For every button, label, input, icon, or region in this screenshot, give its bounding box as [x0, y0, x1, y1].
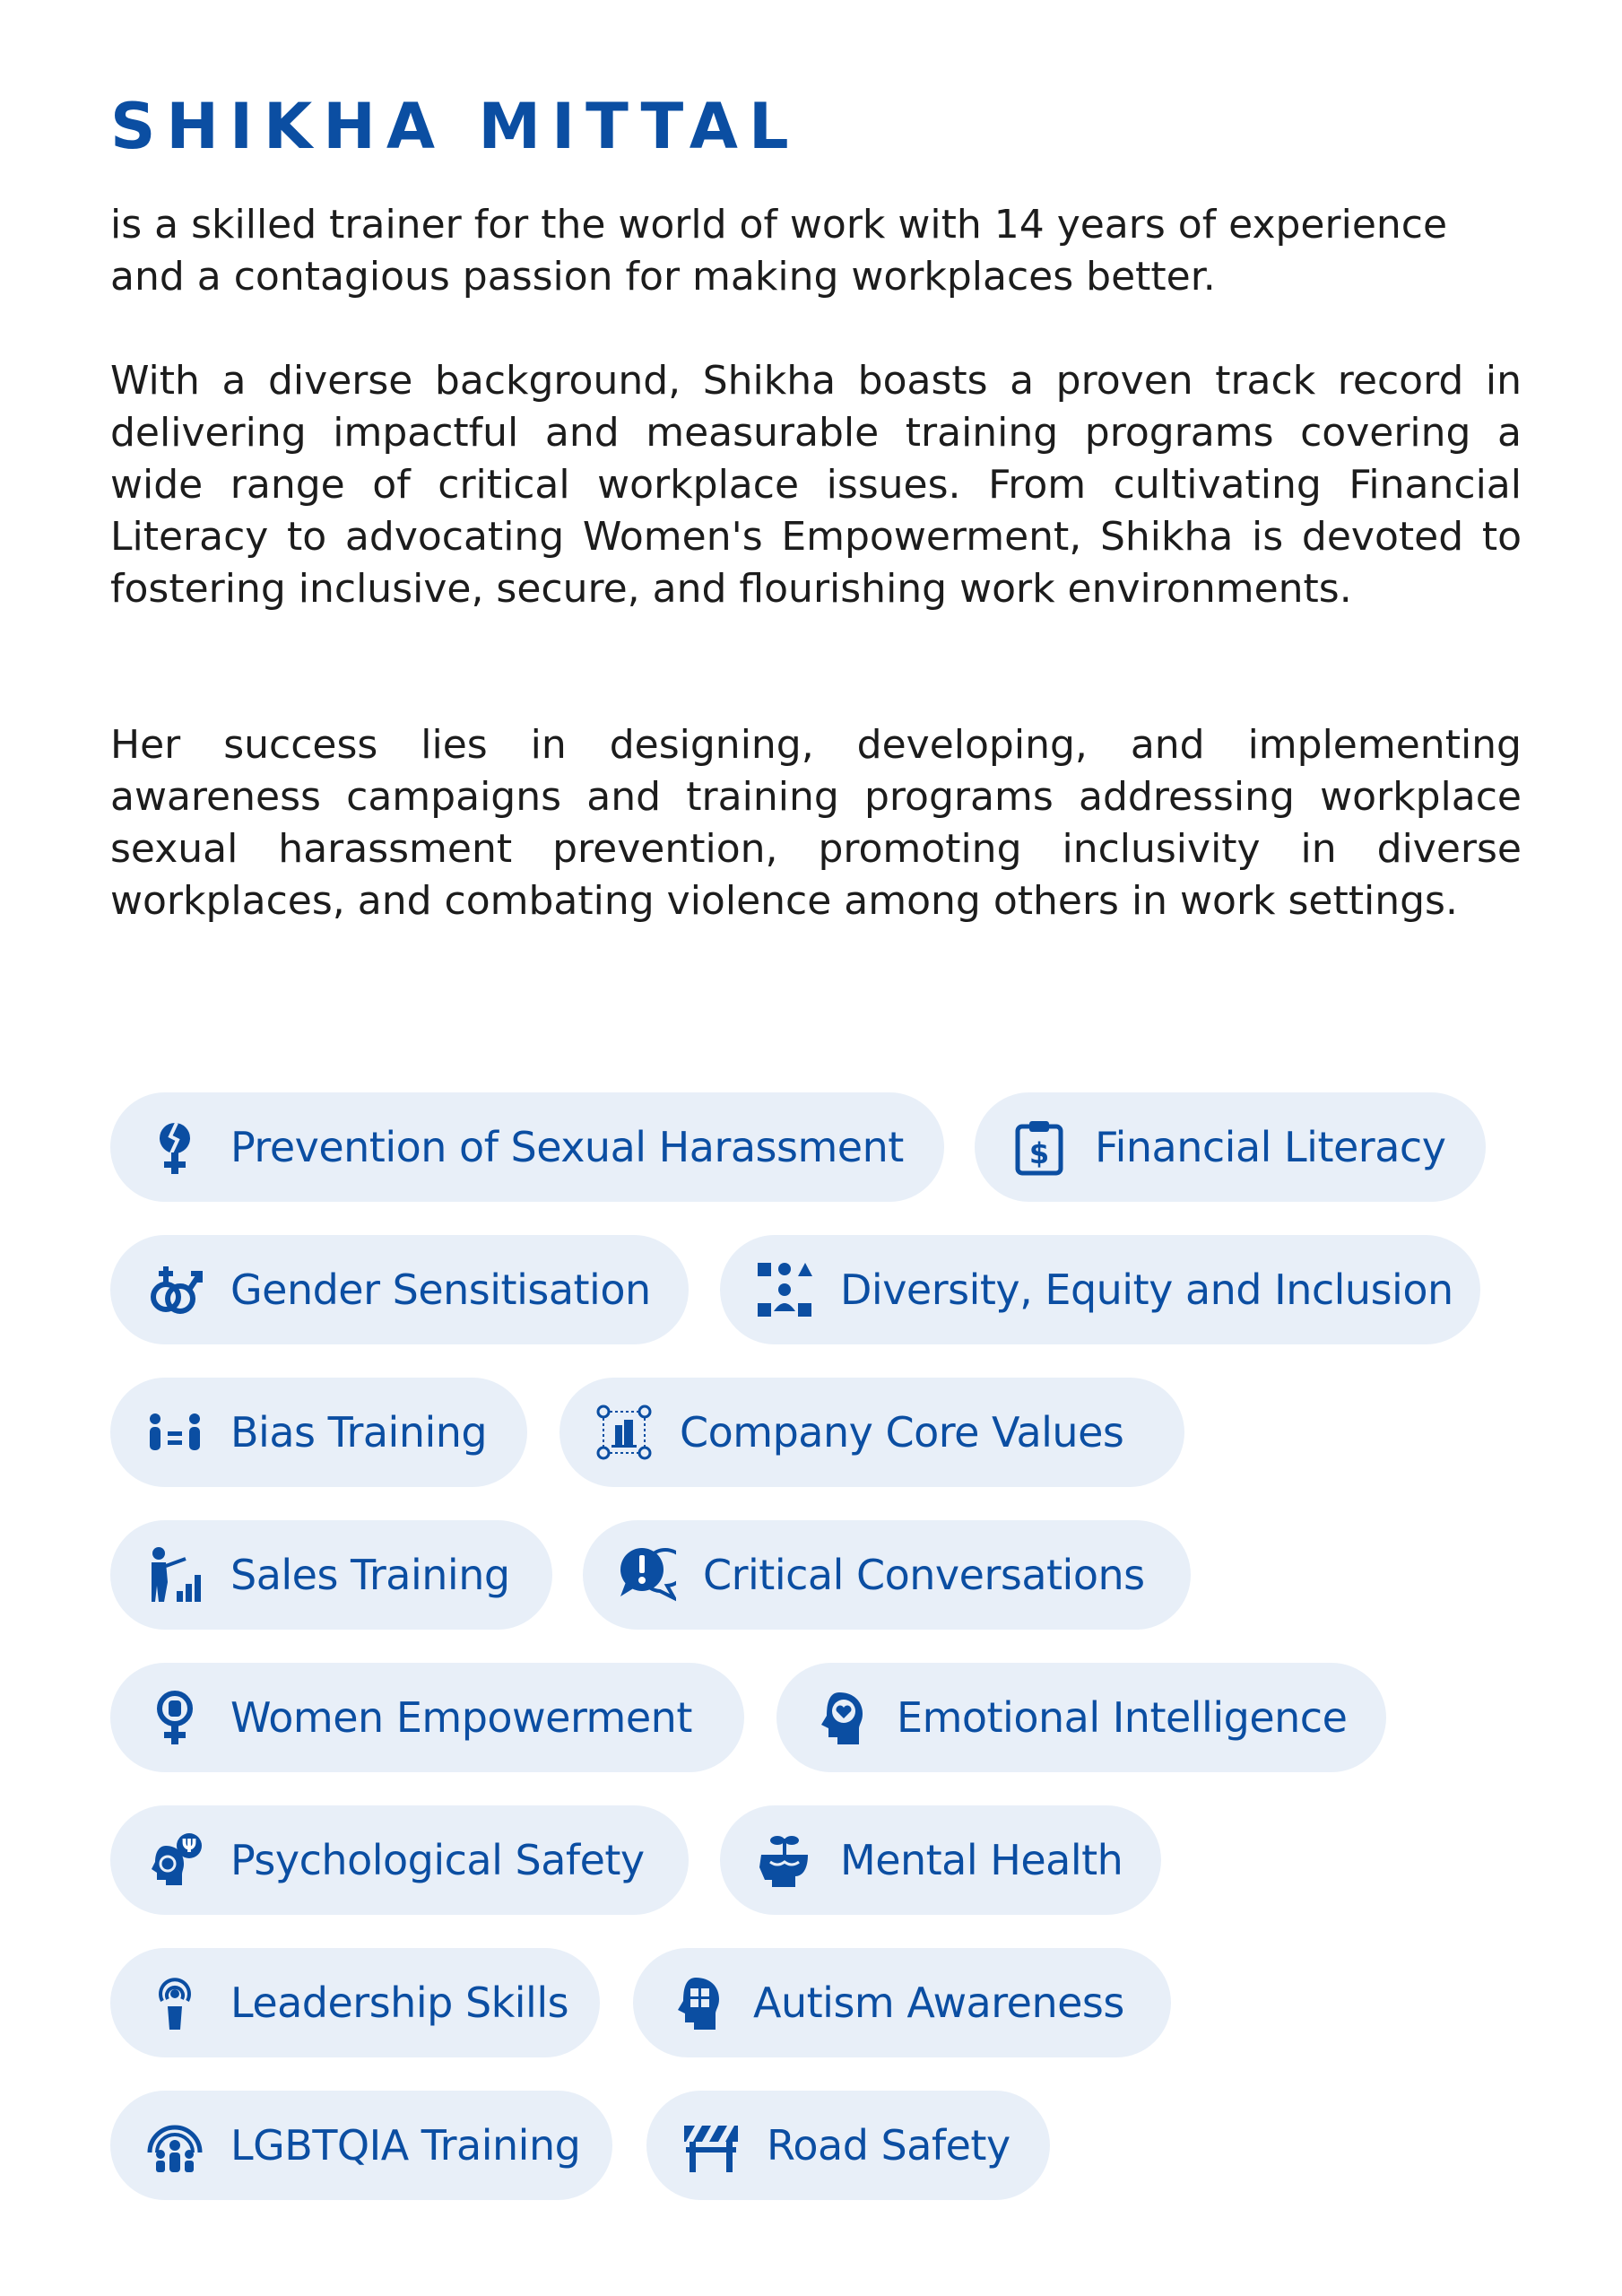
tag-label: Gender Sensitisation — [230, 1265, 651, 1314]
company-network-icon — [595, 1404, 653, 1461]
presenter-chart-icon — [146, 1546, 204, 1604]
tag-label: Emotional Intelligence — [897, 1693, 1348, 1742]
tag-label: LGBTQIA Training — [230, 2121, 581, 2170]
road-barrier-icon — [682, 2117, 740, 2174]
tag-autism-awareness — [633, 1948, 1171, 2057]
heart-head-icon — [812, 1689, 870, 1746]
tag-leadership-skills — [110, 1948, 600, 2057]
tag-road-safety — [646, 2091, 1050, 2200]
venus-fist-icon — [146, 1689, 204, 1746]
tag-label: Prevention of Sexual Harassment — [230, 1123, 904, 1171]
psi-head-icon — [146, 1831, 204, 1889]
intro-paragraph: is a skilled trainer for the world of work with 14 years of experience and a contagious passion for making workplaces better. — [110, 202, 1448, 300]
tag-bias-training — [110, 1378, 527, 1487]
alert-chat-icon — [619, 1546, 676, 1604]
growing-brain-icon — [756, 1831, 813, 1889]
tag-label: Women Empowerment — [230, 1693, 692, 1742]
svg-text:$: $ — [1028, 1136, 1050, 1170]
puzzle-head-icon — [669, 1974, 726, 2031]
tag-financial-literacy — [975, 1092, 1486, 1202]
tag-diversity-equity-inclusion — [720, 1235, 1480, 1344]
tag-label: Critical Conversations — [703, 1551, 1145, 1599]
tag-emotional-intelligence — [776, 1663, 1386, 1772]
diversity-shapes-icon — [756, 1261, 813, 1318]
tag-critical-conversations — [583, 1520, 1191, 1630]
background-paragraph: With a diverse background, Shikha boasts a proven track record in delivering impactful and measurable training programs covering a wide range of critical workplace issues. From cultivating Financial Literacy to advocating Women's Empowerment, Shikha is devoted to fostering inclusive, secure, and flourishing work environments. — [110, 358, 1522, 612]
tag-sales-training — [110, 1520, 552, 1630]
tag-women-empowerment — [110, 1663, 744, 1772]
tag-company-core-values — [559, 1378, 1184, 1487]
tag-psychological-safety — [110, 1805, 689, 1915]
tag-label: Financial Literacy — [1095, 1123, 1446, 1171]
tag-label: Psychological Safety — [230, 1836, 645, 1884]
leader-signal-icon — [146, 1974, 204, 2031]
dollar-clipboard-icon — [1010, 1118, 1068, 1176]
broken-venus-icon — [146, 1118, 204, 1176]
tag-label: Road Safety — [767, 2121, 1010, 2170]
tag-label: Mental Health — [840, 1836, 1123, 1884]
tag-label: Sales Training — [230, 1551, 510, 1599]
success-paragraph: Her success lies in designing, developing, and implementing awareness campaigns and training programs addressing workplace sexual harassment prevention, promoting inclusivity in diverse workplaces, and combating violence among others in work settings. — [110, 722, 1522, 924]
tag-label: Leadership Skills — [230, 1979, 569, 2027]
svg-text:Ψ: Ψ — [181, 1835, 197, 1857]
gender-symbols-icon — [146, 1261, 204, 1318]
tag-label: Bias Training — [230, 1408, 488, 1457]
tag-mental-health — [720, 1805, 1161, 1915]
tag-label: Diversity, Equity and Inclusion — [840, 1265, 1453, 1314]
tag-gender-sensitisation — [110, 1235, 689, 1344]
inclusive-group-icon — [146, 2117, 204, 2174]
tag-prevention-of-sexual-harassment — [110, 1092, 944, 1202]
people-equal-icon — [146, 1404, 204, 1461]
tag-label: Company Core Values — [680, 1408, 1124, 1457]
tag-label: Autism Awareness — [753, 1979, 1124, 2027]
tag-lgbtqia-training — [110, 2091, 612, 2200]
profile-name: SHIKHA MITTAL — [110, 90, 800, 163]
